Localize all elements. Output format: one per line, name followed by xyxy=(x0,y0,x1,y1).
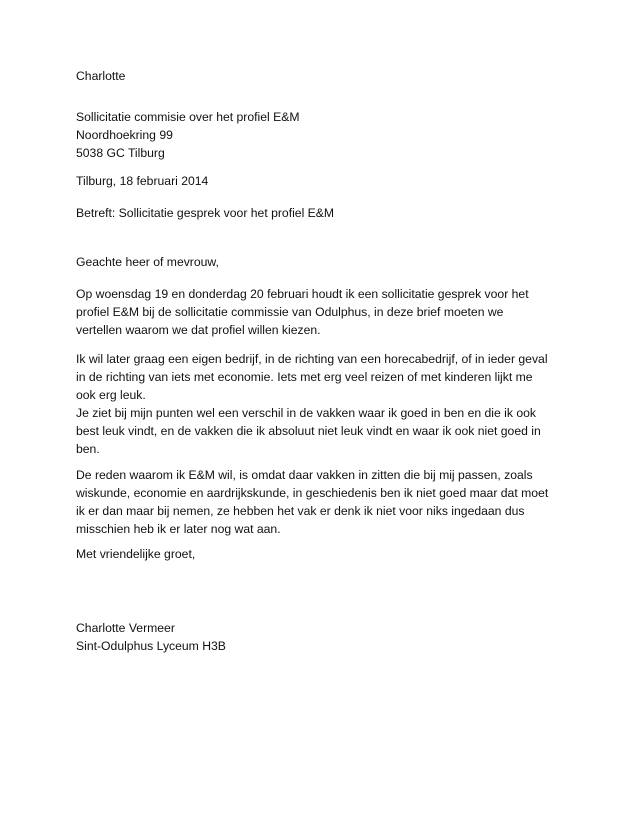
signature-block xyxy=(76,619,576,655)
paragraph-line: vertellen waarom we dat profiel willen kiezen. xyxy=(76,323,321,337)
paragraph-line: ook erg leuk. xyxy=(76,388,146,402)
paragraph-1 xyxy=(76,285,576,339)
closing-block xyxy=(76,545,576,563)
letter-subject: Betreft: Sollicitatie gesprek voor het profiel E&M xyxy=(76,206,335,220)
paragraph-line: Op woensdag 19 en donderdag 20 februari houdt ik een sollicitatie gesprek voor het xyxy=(76,287,529,301)
paragraph-line: De reden waarom ik E&M wil, is omdat daar vakken in zitten die bij mij passen, zoals xyxy=(76,468,533,482)
paragraph-line: Ik wil later graag een eigen bedrijf, in de richting van een horecabedrijf, of in ieder geval xyxy=(76,352,548,366)
salutation: Geachte heer of mevrouw, xyxy=(76,255,219,269)
paragraph-line: in de richting van iets met economie. Iets met erg veel reizen of met kinderen lijkt me xyxy=(76,370,533,384)
letter-date: Tilburg, 18 februari 2014 xyxy=(76,174,209,188)
paragraph-2 xyxy=(76,350,576,458)
paragraph-line: best leuk vindt, en de vakken die ik absoluut niet leuk vindt en waar ik ook niet goed in xyxy=(76,424,541,438)
subject-line xyxy=(76,204,576,222)
recipient-line: Noordhoekring 99 xyxy=(76,128,173,142)
recipient-address xyxy=(76,108,576,162)
paragraph-line: ik er dan maar bij nemen, ze hebben het vak er denk ik niet voor niks ingedaan dus xyxy=(76,504,525,518)
sender-block xyxy=(76,67,576,85)
paragraph-line: ben. xyxy=(76,442,100,456)
closing: Met vriendelijke groet, xyxy=(76,547,196,561)
signature-school: Sint-Odulphus Lyceum H3B xyxy=(76,639,226,653)
paragraph-3 xyxy=(76,466,576,538)
recipient-line: Sollicitatie commisie over het profiel E&M xyxy=(76,110,300,124)
paragraph-line: misschien heb ik er later nog wat aan. xyxy=(76,522,281,536)
recipient-line: 5038 GC Tilburg xyxy=(76,146,165,160)
date-line xyxy=(76,172,576,190)
signature-name: Charlotte Vermeer xyxy=(76,621,175,635)
paragraph-line: Je ziet bij mijn punten wel een verschil in de vakken waar ik goed in ben en die ik ook xyxy=(76,406,537,420)
paragraph-line: wiskunde, economie en aardrijkskunde, in geschiedenis ben ik niet goed maar dat moet xyxy=(76,486,549,500)
salutation-block xyxy=(76,253,576,271)
paragraph-line: profiel E&M bij de sollicitatie commissie van Odulphus, in deze brief moeten we xyxy=(76,305,504,319)
sender-name: Charlotte xyxy=(76,69,126,83)
